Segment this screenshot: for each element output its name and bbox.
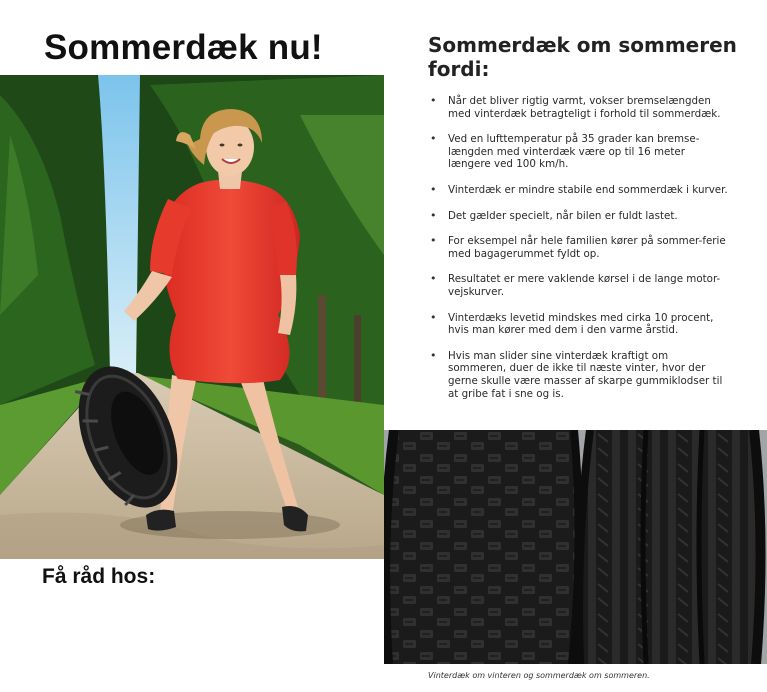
reason-item: • For eksempel når hele familien kører på sommer-ferie med bagagerummet fyldt op. (428, 235, 728, 260)
tire-tread-comparison-photo (384, 430, 767, 664)
reason-item: • Ved en lufttemperatur på 35 grader kan bremse-længden med vinterdæk være op til 16 meter længere ved 100 km/h. (428, 133, 728, 171)
woman-with-tire-photo (0, 75, 384, 559)
page-title: Sommerdæk nu! (44, 28, 323, 67)
reason-item: • Når det bliver rigtig varmt, vokser bremselængden med vinterdæk betragteligt i forhold til sommerdæk. (428, 95, 728, 120)
section-heading: Sommerdæk om sommeren fordi: (428, 33, 737, 81)
reason-item: • Resultatet er mere vaklende kørsel i de lange motor-vejskurver. (428, 273, 728, 298)
reason-item: • Vinterdæks levetid mindskes med cirka 10 procent, hvis man kører med dem i den varme årstid. (428, 312, 728, 337)
reason-item: • Hvis man slider sine vinterdæk kraftigt om sommeren, duer de ikke til næste vinter, hvor der gerne skulle være masser af skarpe gummiklodser til at gribe fat i sne og is. (428, 350, 728, 400)
advice-label: Få råd hos: (42, 565, 156, 588)
reason-item: • Vinterdæk er mindre stabile end sommerdæk i kurver. (428, 184, 728, 197)
reason-item: • Det gælder specielt, når bilen er fuldt lastet. (428, 210, 728, 223)
photo-caption: Vinterdæk om vinteren og sommerdæk om sommeren. (428, 671, 650, 680)
reason-list (428, 95, 728, 413)
